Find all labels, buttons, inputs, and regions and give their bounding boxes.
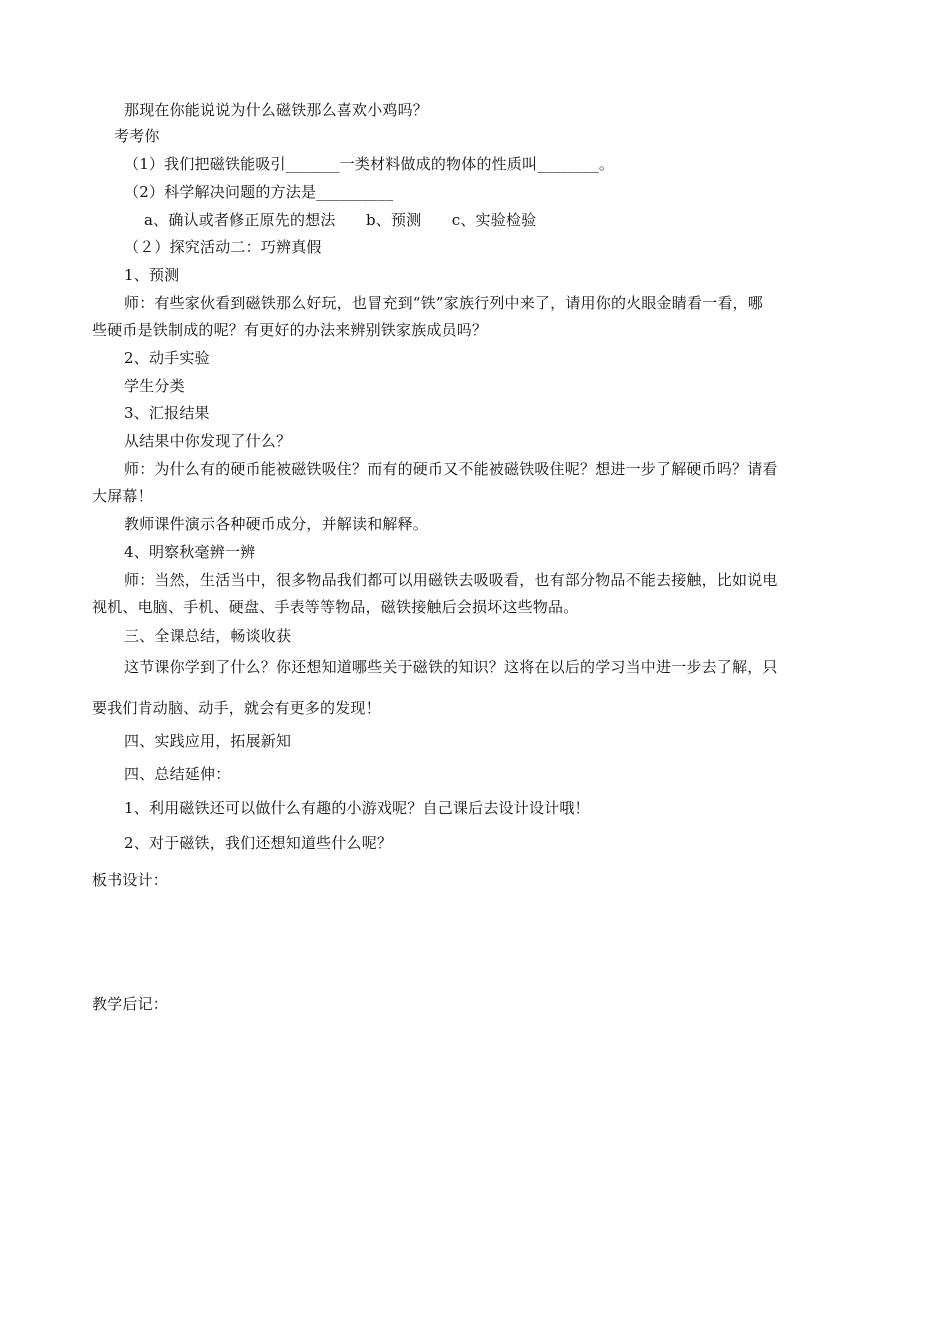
section-heading: （２）探究活动二：巧辨真假 [124,238,322,256]
text-line: （2）科学解决问题的方法是__________ [124,183,394,201]
text-line: a、确认或者修正原先的想法 b、预测 c、实验检验 [144,211,537,229]
text-line: 考考你 [114,127,160,145]
text-line: 2、对于磁铁，我们还想知道些什么呢？ [124,834,393,852]
paragraph-line: 师：为什么有的硬币能被磁铁吸住？而有的硬币又不能被磁铁吸住呢？想进一步了解硬币吗？请看 [124,460,778,478]
text-line: 1、利用磁铁还可以做什么有趣的小游戏呢？自己课后去设计设计哦！ [124,799,590,817]
paragraph-line: 要我们肯动脑、动手，就会有更多的发现！ [92,699,381,717]
teaching-notes-label: 教学后记： [92,995,169,1013]
section-heading: 三、全课总结，畅谈收获 [124,627,292,645]
text-line: 1、预测 [124,266,180,284]
paragraph-line: 大屏幕！ [92,487,153,505]
paragraph-line: 视机、电脑、手机、硬盘、手表等等物品，磁铁接触后会损坏这些物品。 [92,598,579,616]
board-design-label: 板书设计： [92,871,169,889]
text-line: 2、动手实验 [124,349,210,367]
section-heading: 四、总结延伸： [124,765,231,783]
text-line: 从结果中你发现了什么？ [124,432,292,450]
paragraph-line: 师：有些家伙看到磁铁那么好玩，也冒充到“铁”家族行列中来了，请用你的火眼金睛看一看，哪 [124,294,763,312]
text-line: 3、汇报结果 [124,404,210,422]
paragraph-line: 这节课你学到了什么？你还想知道哪些关于磁铁的知识？这将在以后的学习当中进一步去了解，只 [124,658,778,676]
section-heading: 四、实践应用，拓展新知 [124,732,292,750]
text-line: 教师课件演示各种硬币成分，并解读和解释。 [124,515,429,533]
text-line: 4、明察秋毫辨一辨 [124,543,256,561]
text-line: （1）我们把磁铁能吸引_______一类材料做成的物体的性质叫________。 [124,155,615,173]
paragraph-line: 师：当然，生活当中，很多物品我们都可以用磁铁去吸吸看，也有部分物品不能去接触，比如说电 [124,571,778,589]
text-line: 那现在你能说说为什么磁铁那么喜欢小鸡吗？ [124,101,429,119]
text-line: 学生分类 [124,377,185,395]
paragraph-line: 些硬币是铁制成的呢？有更好的办法来辨别铁家族成员吗？ [92,321,488,339]
